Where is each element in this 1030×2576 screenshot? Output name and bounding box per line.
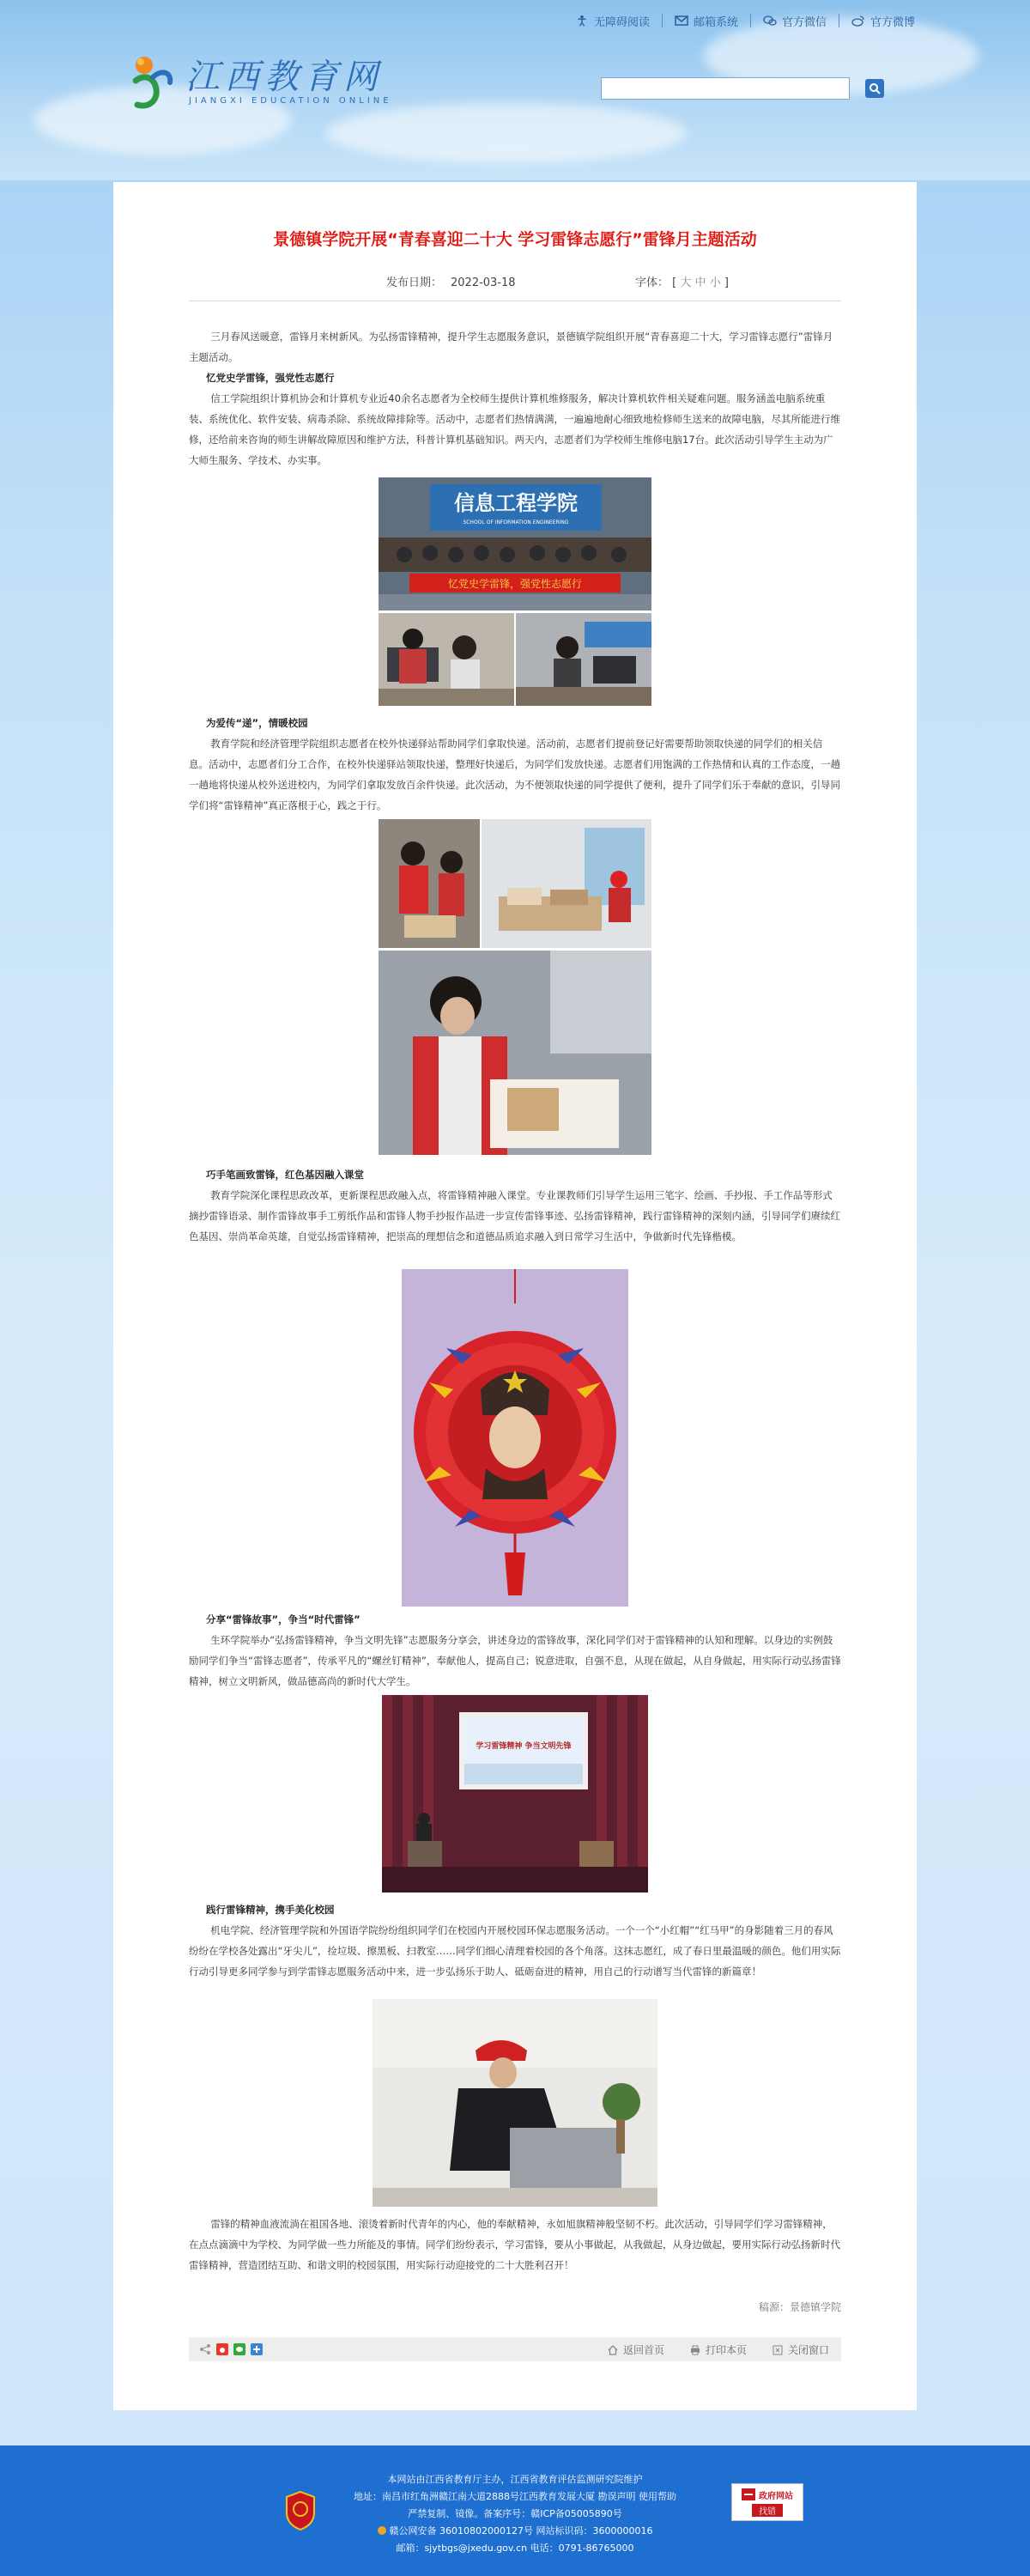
footer-info	[309, 2471, 721, 2557]
gov-badge-top: 政府网站	[759, 2491, 793, 2501]
photo-computer-repair-1	[379, 613, 514, 706]
search-button[interactable]	[865, 79, 884, 98]
sign-text: 信息工程学院	[454, 491, 578, 515]
logo-subtitle: JIANGXI EDUCATION ONLINE	[189, 95, 392, 106]
article-title: 景德镇学院开展“青春喜迎二十大 学习雷锋志愿行”雷锋月主题活动	[273, 230, 757, 249]
footer-line-1: 本网站由江西省教育厅主办，江西省教育评估监测研究院维护	[387, 2474, 643, 2485]
mail-link[interactable]	[663, 14, 751, 27]
accessibility-label: 无障碍阅读	[593, 15, 650, 29]
date-value: 2022-03-18	[451, 276, 516, 289]
photo-cleaning-campus-art	[373, 1999, 657, 2207]
article-body-section-3	[189, 1164, 841, 1247]
close-window-label: 关闭窗口	[787, 2344, 829, 2356]
photo-volunteer-group-art	[379, 477, 651, 611]
article-meta	[189, 266, 841, 301]
article-body-section-1	[189, 326, 841, 471]
cloud-decoration	[326, 103, 687, 163]
wechat-share-icon[interactable]	[233, 2343, 245, 2355]
article-body-section-2	[189, 713, 841, 816]
footer-line-3: 严禁复制、镜像。备案序号：赣ICP备05005890号	[408, 2508, 622, 2519]
share-icon[interactable]	[199, 2343, 211, 2355]
footer-line-2: 地址：南昌市红角洲赣江南大道2888号江西教育发展大厦 勘误声明 使用帮助	[354, 2491, 676, 2502]
gov-badge-icon	[742, 2488, 755, 2500]
gov-site-badge[interactable]	[731, 2483, 803, 2521]
gov-badge-bottom: 找错	[752, 2504, 783, 2517]
site-header	[0, 0, 1030, 180]
sign-subtext: SCHOOL OF INFORMATION ENGINEERING	[463, 519, 569, 526]
font-size-switcher	[635, 273, 729, 289]
photo-parcel-1	[379, 819, 480, 948]
photo-parcel-1-art	[379, 819, 480, 948]
site-logo[interactable]	[129, 52, 392, 112]
photo-sharing-session	[382, 1695, 648, 1893]
back-home-label: 返回首页	[622, 2344, 664, 2356]
back-home-link[interactable]	[608, 2342, 664, 2357]
search-input[interactable]	[601, 77, 850, 100]
wechat-icon	[763, 15, 777, 27]
weibo-link[interactable]	[839, 14, 927, 27]
share-icons	[199, 2343, 263, 2355]
weibo-share-icon[interactable]	[216, 2343, 228, 2355]
article-body-section-6	[189, 2214, 841, 2275]
section-heading-3: 巧手笔画致雷锋，红色基因融入课堂	[206, 1169, 364, 1181]
publish-date	[386, 273, 516, 289]
paragraph-intro: 三月春风送暖意，雷锋月来树新风。为弘扬雷锋精神，提升学生志愿服务意识，景德镇学院组织开展“青春喜迎二十大，学习雷锋志愿行”雷锋月主题活动。	[189, 331, 833, 363]
paragraph-5: 机电学院、经济管理学院和外国语学院纷纷组织同学们在校园内开展校园环保志愿服务活动。一个一个“小红帽”“红马甲”的身影随着三月的春风纷纷在学校各处露出“牙尖儿”，捡垃圾、擦黑板、扫教室……同学们细心清理着校园的各个角落。这抹志愿红，成了春日里最温暖的颜色。他们用实际行动引导更多同学参与到学雷锋志愿服务活动中来，进一步弘扬乐于助人、砥砺奋进的精神，用自己的行动谱写当代雷锋的新篇章！	[189, 1924, 841, 1978]
font-medium-link[interactable]: 中	[694, 276, 706, 289]
wechat-link[interactable]	[751, 14, 839, 27]
close-icon	[772, 2345, 783, 2355]
article-body-section-4	[189, 1609, 841, 1692]
close-window-link[interactable]	[772, 2342, 829, 2357]
article-card	[113, 182, 917, 2410]
font-label: 字体：	[635, 276, 670, 289]
accessibility-icon	[575, 15, 589, 27]
date-label: 发布日期：	[386, 276, 443, 289]
mail-icon	[675, 15, 688, 27]
bracket-close: ]	[724, 276, 729, 289]
print-link[interactable]	[690, 2342, 747, 2357]
screen-text: 学习雷锋精神 争当文明先锋	[476, 1742, 572, 1751]
mail-label: 邮箱系统	[693, 15, 738, 29]
photo-volunteer-group	[379, 477, 651, 611]
photo-student-signing-art	[379, 951, 651, 1155]
paragraph-3: 教育学院深化课程思政改革，更新课程思政融入点，将雷锋精神融入课堂。专业课教师们引导学生运用三笔字、绘画、手抄报、手工作品等形式摘抄雷锋语录、制作雷锋故事手工剪纸作品和雷锋人物手抄报作品进一步宣传雷锋事迹、弘扬雷锋精神，践行雷锋精神的深刻内涵，引导同学们赓续红色基因、崇尚革命英雄，自觉弘扬雷锋精神，把崇高的理想信念和道德品质追求融入到日常学习生活中，争做新时代先锋楷模。	[189, 1189, 840, 1242]
papercut-artwork-art	[402, 1269, 628, 1607]
search-bar	[601, 77, 884, 100]
section-heading-2: 为爱传“递”，情暖校园	[206, 717, 308, 729]
accessibility-link[interactable]	[563, 14, 663, 27]
photo-papercut-artwork	[402, 1269, 628, 1607]
site-footer	[0, 2445, 1030, 2576]
paragraph-6: 雷锋的精神血液流淌在祖国各地、滚烫着新时代青年的内心，他的奉献精神，永如旭旗精神般坚韧不朽。此次活动，引导同学们学习雷锋精神，在点点滴滴中为学校、为同学做一些力所能及的事情。同学们纷纷表示，学习雷锋，要从小事做起，从我做起，从身边做起，要用实际行动弘扬新时代雷锋精神，营造团结互助、和谐文明的校园氛围，用实际行动迎接党的二十大胜利召开！	[189, 2218, 840, 2271]
footer-line-4-text: 赣公网安备 36010802000127号 网站标识码：3600000016	[389, 2525, 653, 2537]
photo-computer-repair-2	[516, 613, 651, 706]
footer-line-4	[309, 2523, 721, 2540]
red-banner-text: 忆党史学雷锋，强党性志愿行	[447, 578, 583, 590]
font-small-link[interactable]: 小	[709, 276, 721, 289]
photo-student-signing	[379, 951, 651, 1155]
article-source: 稿源：景德镇学院	[758, 2301, 841, 2313]
top-links	[563, 14, 927, 27]
section-heading-1: 忆党史学雷锋，强党性志愿行	[206, 372, 335, 384]
paragraph-4: 生环学院举办“弘扬雷锋精神，争当文明先锋”志愿服务分享会，讲述身边的雷锋故事，深化同学们对于雷锋精神的认知和理解。以身边的实例鼓励同学们争当“雷锋志愿者”，传承平凡的“螺丝钉精神”，奉献他人，提高自己；锐意进取，自强不息，从现在做起，从自身做起，用实际行动弘扬雷锋精神，树立文明新风，做品德高尚的新时代大学生。	[189, 1634, 841, 1687]
font-large-link[interactable]: 大	[680, 276, 692, 289]
article-body-section-5	[189, 1899, 841, 1982]
more-share-icon[interactable]	[251, 2343, 263, 2355]
paragraph-2: 教育学院和经济管理学院组织志愿者在校外快递驿站帮助同学们拿取快递。活动前，志愿者们提前登记好需要帮助领取快递的同学们的相关信息。活动中，志愿者们分工合作，在校外快递驿站领取快递，整理好快递后，为同学们发放快递。志愿者们用饱满的工作热情和认真的工作态度，一趟一趟地将快递从校外送进校内，为同学们拿取发放百余件快递。此次活动，为不便领取快递的同学提供了便利，提升了同学们乐于奉献的意识，引导同学们将“雷锋精神”真正落根于心，践之于行。	[189, 738, 840, 811]
photo-parcel-2-art	[482, 819, 651, 948]
weibo-icon	[851, 15, 865, 27]
share-bar	[189, 2337, 841, 2361]
logo-title: 江西教育网	[185, 57, 383, 97]
weibo-label: 官方微博	[869, 15, 915, 29]
photo-computer-repair-1-art	[379, 613, 514, 706]
police-badge-icon	[378, 2526, 386, 2535]
photo-parcel-2	[482, 819, 651, 948]
home-icon	[608, 2345, 618, 2355]
photo-cleaning-campus	[373, 1999, 657, 2207]
logo-emblem-icon	[129, 52, 175, 112]
search-icon	[869, 82, 881, 94]
print-label: 打印本页	[705, 2344, 747, 2356]
wechat-label: 官方微信	[781, 15, 827, 29]
section-heading-4: 分享“雷锋故事”，争当“时代雷锋”	[206, 1613, 360, 1625]
footer-line-5: 邮箱：sjytbgs@jxedu.gov.cn 电话：0791-86765000	[396, 2543, 634, 2554]
share-actions	[608, 2342, 829, 2357]
paragraph-1: 信工学院组织计算机协会和计算机专业近40余名志愿者为全校师生提供计算机维修服务，解决计算机软件相关疑难问题。服务涵盖电脑系统重装、系统优化、软件安装、病毒杀除、系统故障排除等。活动中，志愿者们热情满满，一遍遍地耐心细致地检修师生送来的故障电脑，尽其所能进行维修，还给前来咨询的师生讲解故障原因和维护方法，科普计算机基础知识。两天内，志愿者们为学校师生维修电脑17台。此次活动引导学生主动为广大师生服务、学技术、办实事。	[189, 392, 840, 466]
bracket-open: [	[672, 276, 677, 289]
photo-sharing-session-art	[382, 1695, 648, 1893]
print-icon	[690, 2345, 700, 2355]
section-heading-5: 践行雷锋精神，携手美化校园	[206, 1904, 335, 1916]
photo-computer-repair-2-art	[516, 613, 651, 706]
